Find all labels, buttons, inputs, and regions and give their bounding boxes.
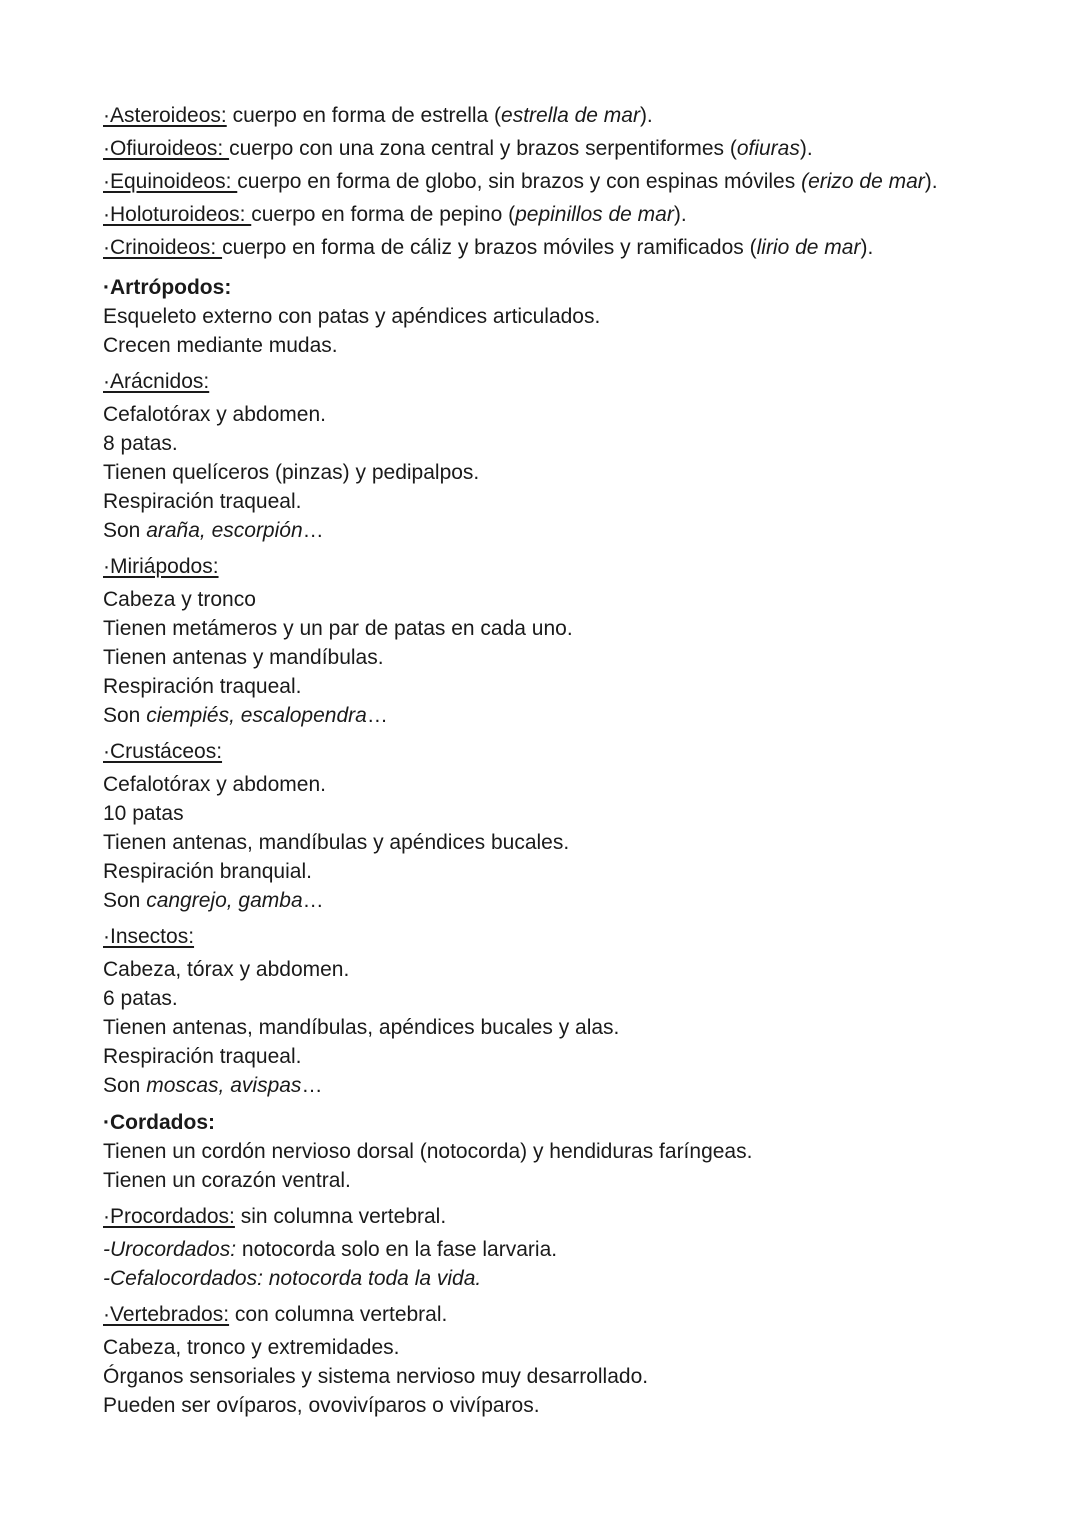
- examples-line: [103, 886, 1043, 915]
- text-line: Cefalotórax y abdomen.: [103, 773, 326, 796]
- urocordados-line: [103, 1235, 1043, 1264]
- cefalocordados-line: -Cefalocordados: notocorda toda la vida.: [103, 1267, 482, 1290]
- term: ·Asteroideos:: [103, 104, 227, 127]
- document-page: [103, 101, 1043, 1420]
- punct: ).: [799, 137, 813, 160]
- term: ·Holoturoideos:: [103, 203, 252, 226]
- ellipsis: …: [302, 519, 324, 542]
- description: sin columna vertebral.: [234, 1205, 447, 1228]
- text-line: Tienen antenas, mandíbulas y apéndices bucales.: [103, 831, 570, 854]
- text-line: Tienen antenas, mandíbulas, apéndices bucales y alas.: [103, 1016, 620, 1039]
- group-crustaceos: [103, 730, 1043, 915]
- ellipsis: …: [366, 704, 388, 727]
- text-line: Respiración traqueal.: [103, 490, 302, 513]
- equinodermos-list: [103, 101, 1043, 262]
- examples: araña, escorpión: [146, 519, 303, 542]
- punct: ).: [860, 236, 874, 259]
- text-line: Crecen mediante mudas.: [103, 334, 338, 357]
- description: cuerpo en forma de estrella (: [226, 104, 502, 127]
- group-insectos: [103, 915, 1043, 1100]
- text-line: Respiración traqueal.: [103, 675, 302, 698]
- description: con columna vertebral.: [229, 1303, 448, 1326]
- text-line: Cabeza, tórax y abdomen.: [103, 958, 350, 981]
- section-cordados: [103, 1108, 1043, 1420]
- example: estrella de mar: [501, 104, 640, 127]
- text-line: Pueden ser ovíparos, ovovivíparos o vivíparos.: [103, 1394, 540, 1417]
- text-line: Tienen metámeros y un par de patas en cada uno.: [103, 617, 573, 640]
- group-aracnidos: [103, 360, 1043, 545]
- text-line: Órganos sensoriales y sistema nervioso muy desarrollado.: [103, 1365, 649, 1388]
- examples-line: [103, 516, 1043, 545]
- group-title: ·Arácnidos:: [103, 370, 210, 393]
- class-ofiuroideos: [103, 134, 1043, 163]
- son-label: Son: [103, 519, 147, 542]
- text-line: Esqueleto externo con patas y apéndices articulados.: [103, 305, 601, 328]
- vertebrados-line: [103, 1300, 1043, 1329]
- term: ·Equinoideos:: [103, 170, 238, 193]
- punct: ).: [673, 203, 687, 226]
- examples-line: [103, 1071, 1043, 1100]
- group-title: ·Procordados:: [103, 1205, 235, 1228]
- punct: ).: [924, 170, 938, 193]
- class-crinoideos: [103, 233, 1043, 262]
- son-label: Son: [103, 889, 147, 912]
- description: cuerpo con una zona central y brazos serpentiformes (: [229, 137, 737, 160]
- group-title: ·Vertebrados:: [103, 1303, 230, 1326]
- text-line: Cabeza, tronco y extremidades.: [103, 1336, 400, 1359]
- example: pepinillos de mar: [515, 203, 674, 226]
- class-asteroideos: [103, 101, 1043, 130]
- group-miriapodos: [103, 545, 1043, 730]
- text-line: 10 patas: [103, 802, 184, 825]
- description: cuerpo en forma de cáliz y brazos móviles y ramificados (: [222, 236, 757, 259]
- punct: ).: [639, 104, 653, 127]
- text-line: Tienen antenas y mandíbulas.: [103, 646, 384, 669]
- text-line: 6 patas.: [103, 987, 178, 1010]
- text-line: Tienen un corazón ventral.: [103, 1169, 351, 1192]
- group-title: ·Miriápodos:: [103, 555, 219, 578]
- description: notocorda solo en la fase larvaria.: [236, 1238, 558, 1261]
- son-label: Son: [103, 704, 147, 727]
- group-title: ·Crustáceos:: [103, 740, 223, 763]
- text-line: Respiración traqueal.: [103, 1045, 302, 1068]
- term: ·Crinoideos:: [103, 236, 223, 259]
- term: -Urocordados:: [103, 1238, 237, 1261]
- text-line: 8 patas.: [103, 432, 178, 455]
- ellipsis: …: [301, 1074, 323, 1097]
- description: cuerpo en forma de pepino (: [251, 203, 516, 226]
- section-heading: ·Cordados:: [103, 1111, 215, 1134]
- text-line: Tienen un cordón nervioso dorsal (notocorda) y hendiduras faríngeas.: [103, 1140, 753, 1163]
- examples-line: [103, 701, 1043, 730]
- examples: ciempiés, escalopendra: [146, 704, 367, 727]
- ellipsis: …: [302, 889, 324, 912]
- son-label: Son: [103, 1074, 147, 1097]
- procordados-line: [103, 1202, 1043, 1231]
- text-line: Cabeza y tronco: [103, 588, 256, 611]
- description: cuerpo en forma de globo, sin brazos y con espinas móviles: [237, 170, 802, 193]
- text-line: Cefalotórax y abdomen.: [103, 403, 326, 426]
- class-holoturoideos: [103, 200, 1043, 229]
- examples: cangrejo, gamba: [146, 889, 303, 912]
- term: ·Ofiuroideos:: [103, 137, 230, 160]
- example: (erizo de mar: [801, 170, 925, 193]
- section-artropodos: [103, 273, 1043, 1100]
- group-title: ·Insectos:: [103, 925, 195, 948]
- section-heading: ·Artrópodos:: [103, 276, 232, 299]
- example: lirio de mar: [756, 236, 861, 259]
- examples: moscas, avispas: [146, 1074, 302, 1097]
- text-line: Tienen quelíceros (pinzas) y pedipalpos.: [103, 461, 480, 484]
- text-line: Respiración branquial.: [103, 860, 312, 883]
- example: ofiuras: [736, 137, 800, 160]
- class-equinoideos: [103, 167, 1043, 196]
